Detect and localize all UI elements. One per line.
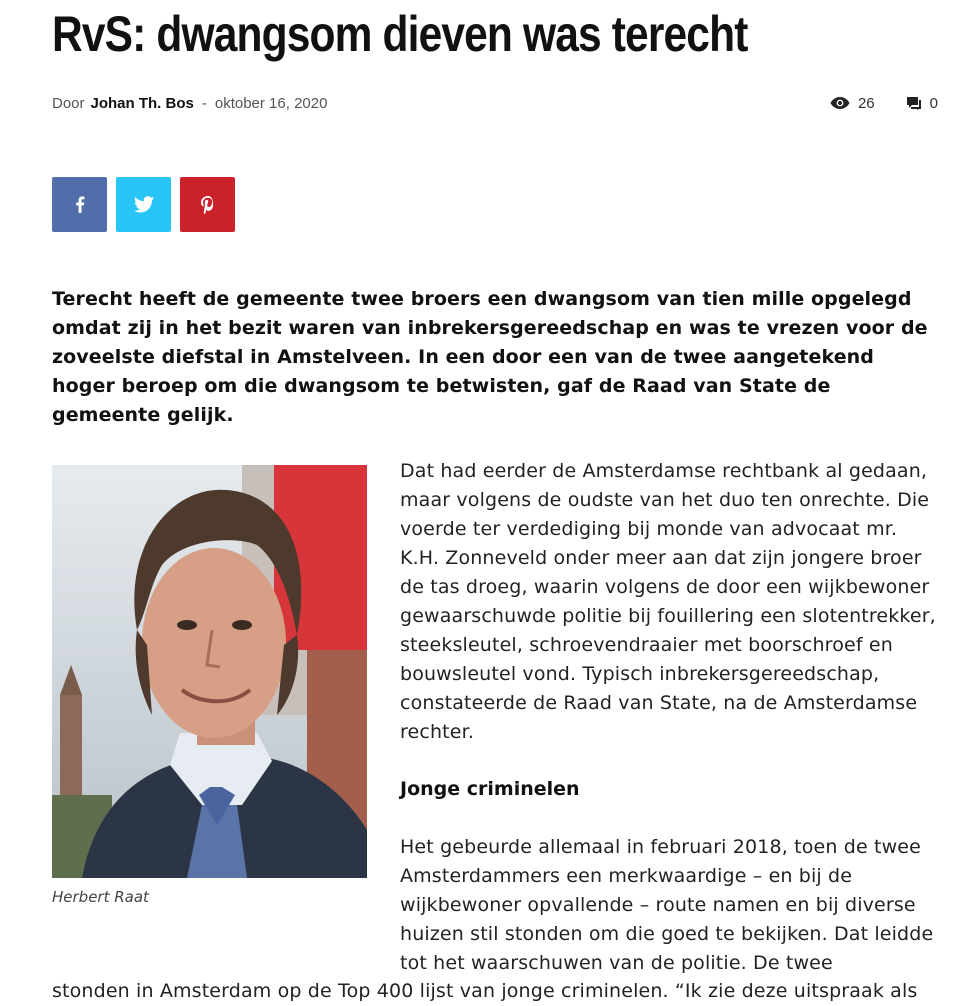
article-stats bbox=[800, 92, 938, 114]
article-photo bbox=[52, 465, 367, 878]
body-paragraph-2: Het gebeurde allemaal in februari 2018, toen de twee Amsterdammers een merkwaardige – en bij de wijkbewoner opvallende – route namen en bij diverse huizen stil stonden om die goed te bekijken. Dat leidde tot het waarschuwen van de politie. De twee bbox=[400, 836, 934, 974]
facebook-icon bbox=[75, 196, 85, 213]
twitter-icon bbox=[134, 196, 154, 213]
twitter-share-button[interactable] bbox=[116, 177, 171, 232]
photo-caption: Herbert Raat bbox=[52, 888, 149, 906]
byline bbox=[52, 92, 327, 114]
views-value: 26 bbox=[857, 94, 875, 112]
comment-icon bbox=[905, 96, 922, 110]
body-paragraph-1: Dat had eerder de Amsterdamse rechtbank al gedaan, maar volgens de oudste van het duo ten onrechte. Die voerde ter verdediging bij monde van advocaat mr. K.H. Zonneveld onder meer aan dat zijn jongere broer de tas droeg, waarin volgens de door een wijkbewoner gewaarschuwde politie bij fouillering een slotentrekker, steeksleutel, schroevendraaier met boorschroef en bouwsleutel vond. Typisch inbrekersgereedschap, constateerde de Raad van State, na de Amsterdamse rechter. bbox=[400, 460, 936, 743]
body-paragraph-2-continued: stonden in Amsterdam op de Top 400 lijst van jonge criminelen. “Ik zie deze uitspraak als bbox=[52, 980, 918, 1002]
subheading: Jonge criminelen bbox=[400, 778, 580, 800]
article-title: RvS: dwangsom dieven was terecht bbox=[52, 6, 748, 62]
pinterest-share-button[interactable] bbox=[180, 177, 235, 232]
eye-icon bbox=[830, 96, 850, 110]
article-lead: Terecht heeft de gemeente twee broers een dwangsom van tien mille opgelegd omdat zij in het bezit waren van inbrekersgereedschap en was te vrezen voor de zoveelste diefstal in Amstelveen. In een door een van de twee aangetekend hoger beroep om die dwangsom te betwisten, gaf de Raad van State de gemeente gelijk. bbox=[52, 288, 928, 426]
comments-count[interactable] bbox=[905, 95, 938, 112]
views-count bbox=[830, 95, 875, 112]
share-buttons bbox=[52, 177, 244, 232]
publish-date: oktober 16, 2020 bbox=[214, 94, 328, 112]
facebook-share-button[interactable] bbox=[52, 177, 107, 232]
portrait-image bbox=[52, 465, 367, 878]
byline-prefix: Door bbox=[52, 94, 85, 112]
pinterest-icon bbox=[201, 196, 215, 214]
comments-value: 0 bbox=[929, 94, 938, 112]
author-link[interactable]: Johan Th. Bos bbox=[90, 94, 194, 112]
byline-separator: - bbox=[201, 94, 207, 112]
